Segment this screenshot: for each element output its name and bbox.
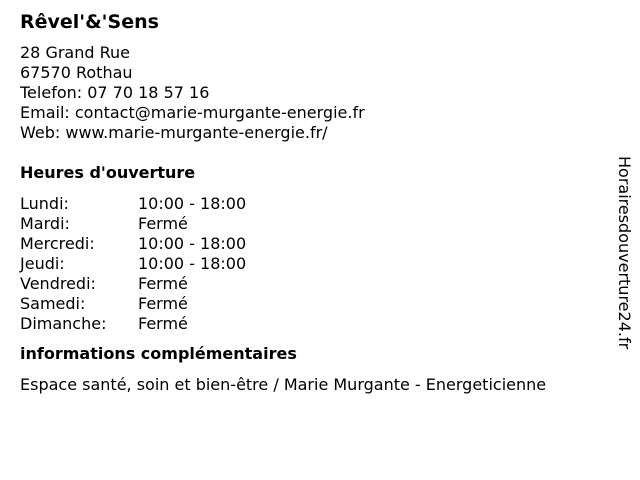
site-watermark: Horairesdouverture24.fr xyxy=(615,156,634,350)
day-hours: 10:00 - 18:00 xyxy=(138,234,247,253)
hours-row-saturday xyxy=(20,294,610,314)
day-label: Lundi: xyxy=(20,194,69,213)
hours-row-wednesday xyxy=(20,234,610,254)
business-name: Rêvel'&'Sens xyxy=(20,11,159,33)
hours-row-tuesday xyxy=(20,214,610,234)
day-hours: Fermé xyxy=(138,314,188,333)
day-label: Mercredi: xyxy=(20,234,95,253)
day-label: Samedi: xyxy=(20,294,86,313)
day-label: Vendredi: xyxy=(20,274,96,293)
day-hours: Fermé xyxy=(138,274,188,293)
day-hours: Fermé xyxy=(138,294,188,313)
hours-row-friday xyxy=(20,274,610,294)
hours-row-monday xyxy=(20,194,610,214)
additional-info-text: Espace santé, soin et bien-être / Marie Murgante - Energeticienne xyxy=(20,375,547,394)
day-label: Jeudi: xyxy=(20,254,65,273)
day-label: Mardi: xyxy=(20,214,70,233)
additional-info-heading: informations complémentaires xyxy=(20,344,297,363)
day-hours: 10:00 - 18:00 xyxy=(138,254,247,273)
hours-row-sunday xyxy=(20,314,610,334)
day-label: Dimanche: xyxy=(20,314,107,333)
day-hours: Fermé xyxy=(138,214,188,233)
address-street: 28 Grand Rue xyxy=(20,43,130,62)
opening-hours-heading: Heures d'ouverture xyxy=(20,163,196,182)
day-hours: 10:00 - 18:00 xyxy=(138,194,247,213)
email-address: Email: contact@marie-murgante-energie.fr xyxy=(20,103,365,122)
hours-row-thursday xyxy=(20,254,610,274)
business-card xyxy=(20,9,610,395)
address-city: 67570 Rothau xyxy=(20,63,133,82)
opening-hours-table xyxy=(20,194,610,334)
website-url: Web: www.marie-murgante-energie.fr/ xyxy=(20,123,328,142)
phone-number: Telefon: 07 70 18 57 16 xyxy=(20,83,210,102)
